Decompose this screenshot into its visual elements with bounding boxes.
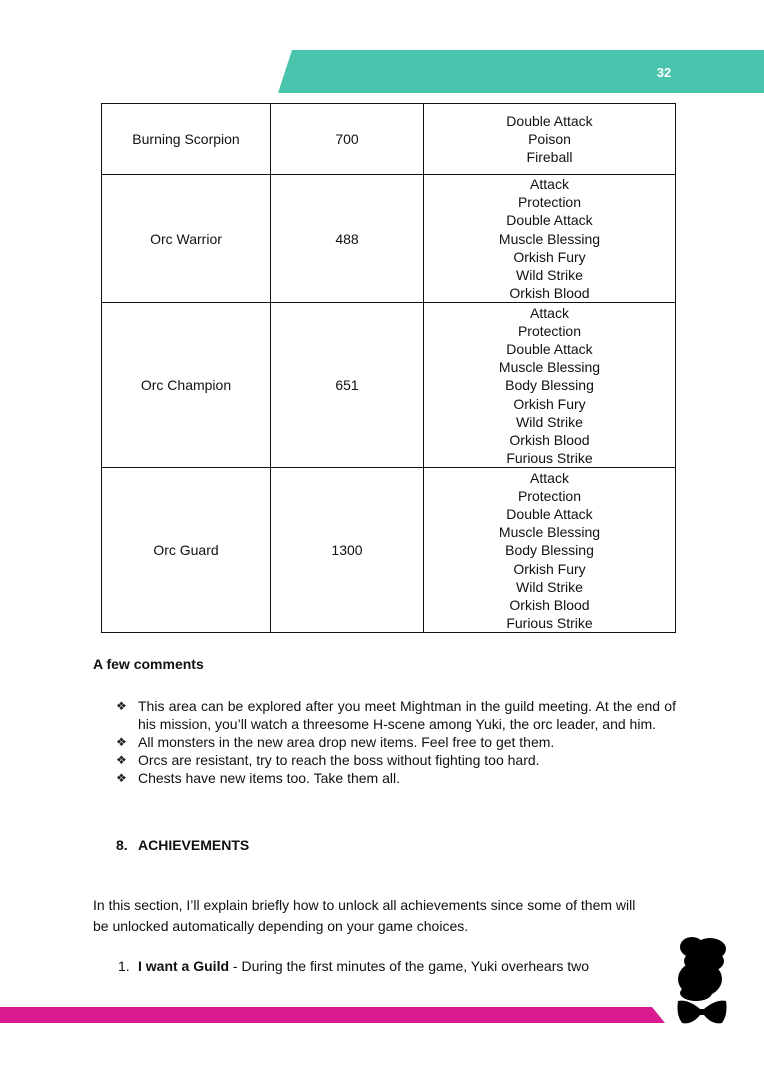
page-number: 32 [656,65,672,80]
monster-skills-cell [424,175,676,303]
header-band [278,50,764,93]
footer-band [0,1007,665,1023]
skill-item: Protection [517,487,582,504]
skill-item: Orkish Blood [509,596,590,613]
skill-item: Attack [530,469,569,486]
skill-item: Double Attack [506,340,593,357]
diamond-bullet-icon: ❖ [116,735,127,749]
skill-item: Attack [530,304,569,321]
skill-item: Body Blessing [505,542,594,559]
skill-item: Orkish Fury [513,248,586,265]
skill-item: Orkish Fury [513,560,586,577]
section-heading [116,837,249,853]
intro-paragraph: In this section, I’ll explain briefly how to unlock all achievements since some of them will be unlocked automatically depending on your game choices. [93,897,636,934]
table-row [102,175,676,303]
diamond-bullet-icon: ❖ [116,699,127,713]
monster-skills-cell [424,468,676,633]
skill-item: Wild Strike [516,267,583,284]
skill-item: Wild Strike [516,578,583,595]
monster-hp-cell: 700 [271,104,424,175]
comment-item [116,697,676,733]
diamond-bullet-icon: ❖ [116,771,127,785]
monster-hp-cell: 488 [271,175,424,303]
skill-item: Orkish Fury [513,395,586,412]
skill-item: Attack [530,176,569,192]
skill-item: Double Attack [506,505,593,522]
achievement-title: I want a Guild [138,958,230,974]
comments-heading: A few comments [93,656,204,672]
skill-item: Double Attack [506,112,593,129]
section-title: ACHIEVEMENTS [138,837,250,853]
monster-name-cell: Burning Scorpion [102,104,271,175]
chibi-silhouette-icon [674,935,730,1027]
comment-item [116,733,676,751]
section-number: 8. [116,837,128,853]
skill-item: Muscle Blessing [498,230,601,247]
monster-name-cell: Orc Champion [102,303,271,468]
skill-item: Protection [517,322,582,339]
skill-item: Furious Strike [506,615,593,632]
monster-hp-cell: 1300 [271,468,424,633]
skill-item: Wild Strike [516,413,583,430]
skill-item: Muscle Blessing [498,524,601,541]
monster-hp-cell: 651 [271,303,424,468]
monster-name-cell: Orc Guard [102,468,271,633]
skill-item: Body Blessing [505,377,594,394]
achievement-number: 1. [118,958,130,974]
achievement-text: - During the first minutes of the game, Yuki overhears two [229,958,590,974]
achievement-item [118,958,589,974]
skill-item: Poison [528,130,571,147]
skill-item: Orkish Blood [509,431,590,448]
skill-item: Protection [517,194,582,211]
comment-text: Chests have new items too. Take them all. [138,770,400,786]
skill-item: Furious Strike [506,450,593,467]
comment-text: All monsters in the new area drop new items. Feel free to get them. [138,734,555,750]
table-row [102,468,676,633]
skill-item: Fireball [526,149,573,166]
comment-item [116,751,676,769]
comments-list [116,697,676,787]
comment-text: This area can be explored after you meet Mightman in the guild meeting. At the end of his mission, you’ll watch a threesome H-scene among Yuki, the orc leader, and him. [138,698,676,732]
monster-table [101,103,676,633]
skill-item: Double Attack [506,212,593,229]
diamond-bullet-icon: ❖ [116,753,127,767]
skill-item: Orkish Blood [509,285,590,302]
monster-skills-cell [424,104,676,175]
skill-item: Muscle Blessing [498,359,601,376]
monster-skills-cell [424,303,676,468]
table-row [102,303,676,468]
table-row [102,104,676,175]
comment-text: Orcs are resistant, try to reach the boss without fighting too hard. [138,752,540,768]
comment-item [116,769,676,787]
monster-name-cell: Orc Warrior [102,175,271,303]
